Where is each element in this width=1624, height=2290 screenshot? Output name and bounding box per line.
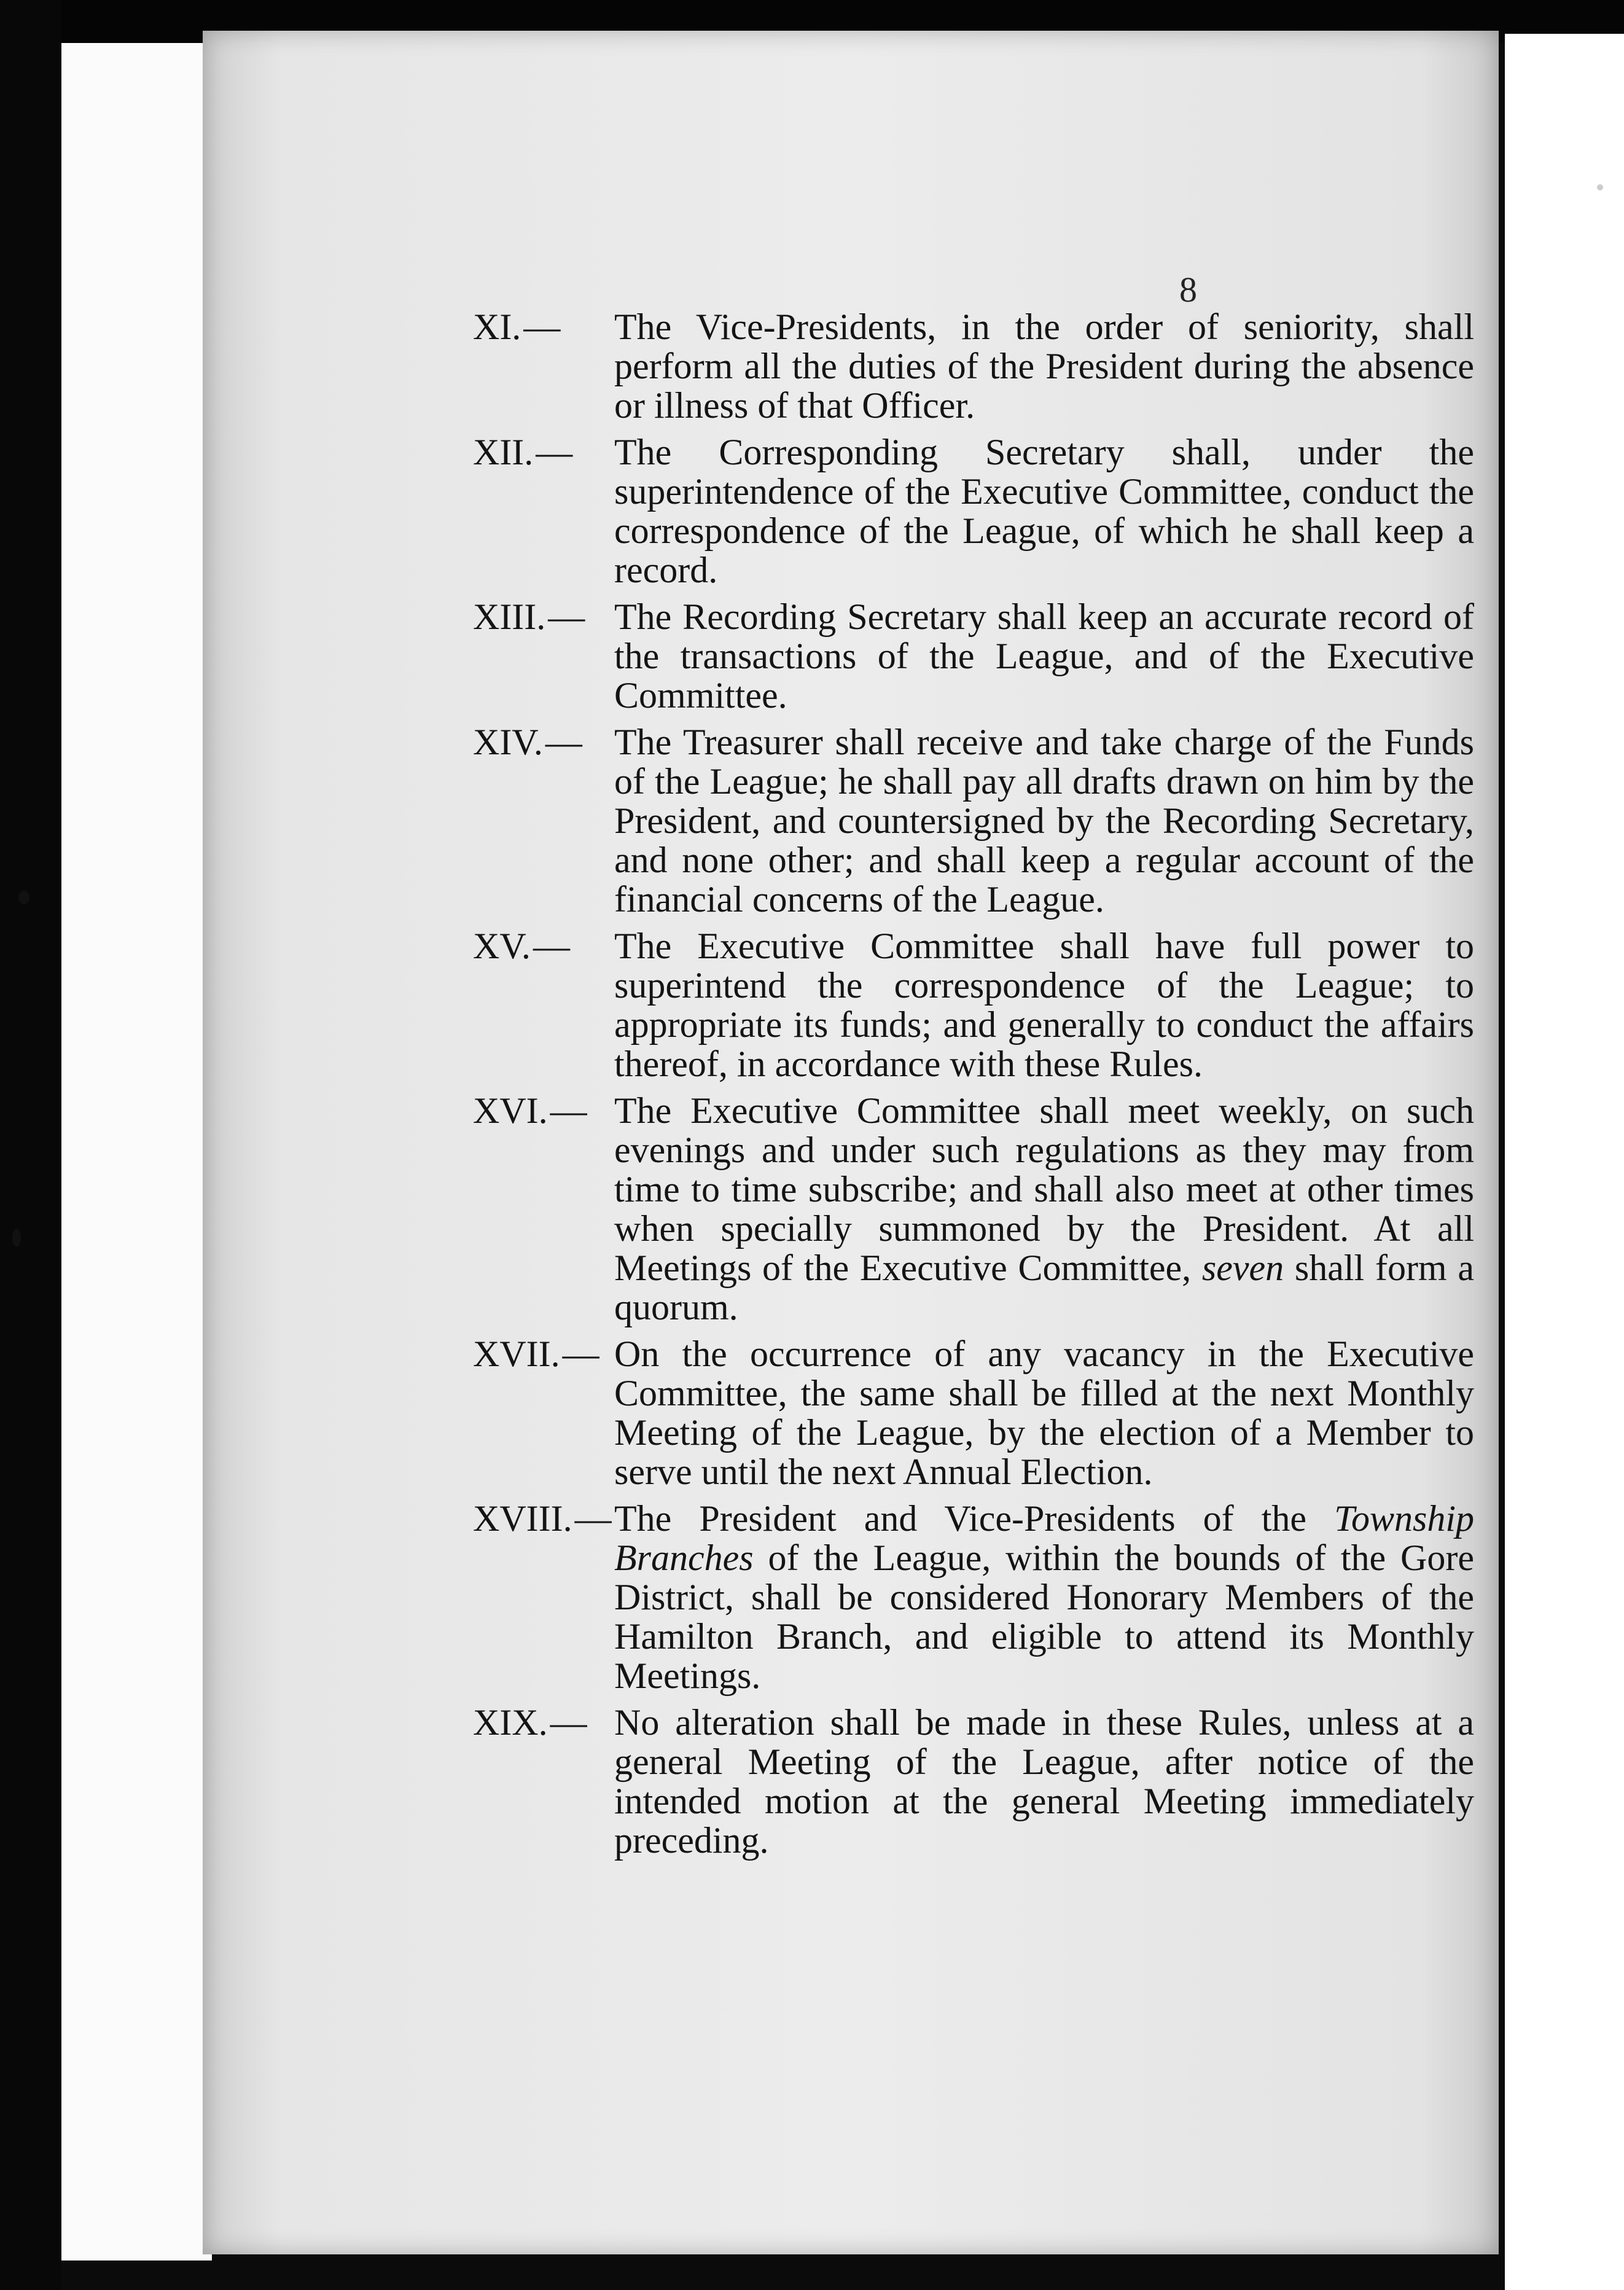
- rule-text: The Corresponding Secretary shall, under the superintendence of the Executive Committee, conduct the correspondence of the League, of which he shall keep a record.: [614, 432, 1474, 590]
- scan-speck: [1597, 184, 1603, 190]
- left-margin-strip: [61, 43, 212, 2261]
- rule-text: On the occurrence of any vacancy in the Executive Committee, the same shall be filled at the next Monthly Meeting of the League, by the election of a Member to serve until the next Annual Election.: [614, 1334, 1474, 1492]
- rule-item: XIX.— No alteration shall be made in these Rules, unless at a general Meeting of the League, after notice of the intended motion at the general Meeting immediately preceding.: [473, 1702, 1474, 1861]
- rules-list: [473, 307, 1474, 1867]
- rule-item: XVIII.— The President and Vice-Presidents of the Township Branches of the League, within the bounds of the Gore District, shall be considered Honorary Members of the Hamilton Branch, and eligible to attend its Monthly Meetings.: [473, 1498, 1474, 1696]
- rule-item: XIV.— The Treasurer shall receive and take charge of the Funds of the League; he shall pay all drafts drawn on him by the President, and countersigned by the Recording Secretary, and none other; and shall keep a regular account of the financial concerns of the League.: [473, 722, 1474, 920]
- scan-speck: [18, 891, 29, 904]
- rule-item: XVII.— On the occurrence of any vacancy in the Executive Committee, the same shall be filled at the next Monthly Meeting of the League, by the election of a Member to serve until the next Annual Election.: [473, 1334, 1474, 1492]
- rule-text: The President and Vice-Presidents of the Township Branches of the League, within the bounds of the Gore District, shall be considered Honorary Members of the Hamilton Branch, and eligible to attend its Monthly Meetings.: [614, 1498, 1474, 1696]
- rule-number: XI.: [473, 307, 521, 347]
- rule-text: The Executive Committee shall have full power to superintend the correspondence of the League; to appropriate its funds; and generally to conduct the affairs thereof, in accordance with these Rules.: [614, 926, 1474, 1084]
- rule-item: XIII.— The Recording Secretary shall keep an accurate record of the transactions of the League, and of the Executive Committee.: [473, 596, 1474, 716]
- rule-text: The Vice-Presidents, in the order of seniority, shall perform all the duties of the President during the absence or illness of that Officer.: [614, 307, 1474, 426]
- italic-text: seven: [1201, 1248, 1284, 1288]
- rule-text: The Executive Committee shall meet weekly, on such evenings and under such regulations as they may from time to time subscribe; and shall also meet at other times when specially summoned by the President. At all Meetings of the Executive Committee, seven shall form a quorum.: [614, 1090, 1474, 1327]
- rule-number: XV.: [473, 926, 531, 966]
- italic-text: Township Branches: [614, 1498, 1474, 1578]
- rule-number: XVI.: [473, 1090, 548, 1131]
- rule-number: XIX.: [473, 1702, 548, 1743]
- rule-item: XII.— The Corresponding Secretary shall, under the superintendence of the Executive Committee, conduct the correspondence of the League, of which he shall keep a record.: [473, 432, 1474, 590]
- scan-border-left: [0, 0, 61, 2290]
- rule-number: XIV.: [473, 722, 543, 762]
- rule-number: XVIII.: [473, 1498, 572, 1539]
- scan-speck: [12, 1229, 21, 1247]
- rule-item: XI.— The Vice-Presidents, in the order of seniority, shall perform all the duties of the President during the absence or illness of that Officer.: [473, 307, 1474, 426]
- rule-number: XII.: [473, 432, 534, 472]
- page-number: 8: [1179, 270, 1197, 310]
- rule-text: The Treasurer shall receive and take charge of the Funds of the League; he shall pay all drafts drawn on him by the President, and countersigned by the Recording Secretary, and none other; and shall keep a regular account of the financial concerns of the League.: [614, 722, 1474, 920]
- rule-item: XV.— The Executive Committee shall have full power to superintend the correspondence of the League; to appropriate its funds; and generally to conduct the affairs thereof, in accordance with these Rules.: [473, 926, 1474, 1084]
- rule-number: XVII.: [473, 1334, 560, 1374]
- rule-text: No alteration shall be made in these Rules, unless at a general Meeting of the League, after notice of the intended motion at the general Meeting immediately preceding.: [614, 1702, 1474, 1861]
- rule-text: The Recording Secretary shall keep an accurate record of the transactions of the League, and of the Executive Committee.: [614, 596, 1474, 716]
- rule-item: XVI.— The Executive Committee shall meet weekly, on such evenings and under such regulations as they may from time to time subscribe; and shall also meet at other times when specially summoned by the President. At all Meetings of the Executive Committee, seven shall form a quorum.: [473, 1090, 1474, 1327]
- rule-number: XIII.: [473, 596, 546, 637]
- right-margin-strip: [1505, 34, 1624, 2290]
